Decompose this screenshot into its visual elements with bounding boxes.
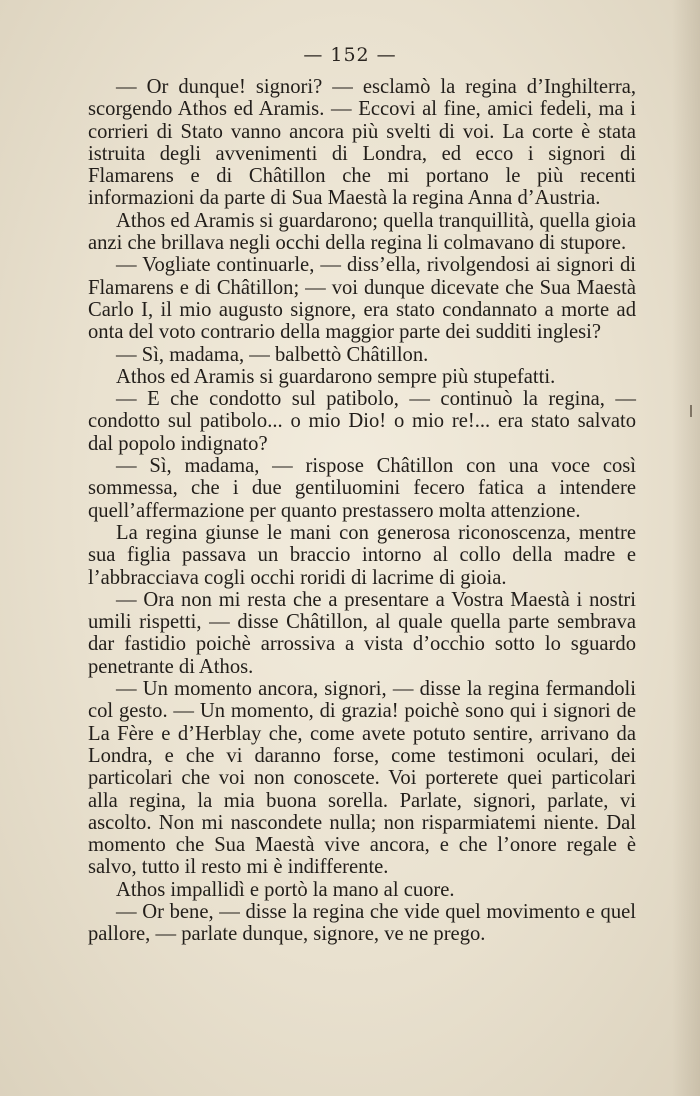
paragraph: Athos ed Aramis si guardarono; quella tranquillità, quella gioia anzi che brillava negli occhi della regina li colmavano di stupore. [88, 209, 636, 255]
paragraph: — Sì, madama, — rispose Châtillon con una voce così sommessa, che i due gentiluomini fecero fatica a intendere quell’affermazione per quanto prestassero molta attenzione. [88, 455, 636, 522]
paragraph: — Un momento ancora, signori, — disse la regina fermandoli col gesto. — Un momento, di grazia! poichè sono qui i signori de La Fère e d’Herblay che, come avete potuto sentire, arrivano da Londra, e che vi daranno forse, come testimoni oculari, dei particolari che voi non conoscete. Voi porterete quei particolari alla regina, la mia buona sorella. Parlate, signori, parlate, vi ascolto. Non mi nascondete nulla; non risparmiatemi niente. Dal momento che Sua Maestà vive ancora, e che l’onore regale è salvo, tutto il resto mi è indifferente. [88, 678, 636, 879]
edge-mark [690, 405, 692, 417]
page-number: — 152 — [303, 44, 397, 66]
page-edge-shadow [672, 0, 700, 1096]
paragraph: — Sì, madama, — balbettò Châtillon. [116, 343, 429, 366]
paragraph: — E che condotto sul patibolo, — continuò la regina, — condotto sul patibolo... o mio Dio! o mio re!... era stato salvato dal popolo indignato? [88, 388, 636, 455]
paragraph: — Or bene, — disse la regina che vide quel movimento e quel pallore, — parlate dunque, signore, ve ne prego. [88, 900, 636, 946]
paragraph: — Ora non mi resta che a presentare a Vostra Maestà i nostri umili rispetti, — disse Châtillon, al quale quella parte sembrava dar fastidio poichè arrossiva a vista d’occhio sotto lo sguardo penetrante di Athos. [88, 588, 636, 678]
body-text [88, 76, 636, 946]
paragraph: La regina giunse le mani con generosa riconoscenza, mentre sua figlia passava un braccio intorno al collo della madre e l’abbracciava cogli occhi roridi di lacrime di gioia. [88, 521, 636, 589]
paragraph: — Or dunque! signori? — esclamò la regina d’Inghilterra, scorgendo Athos ed Aramis. — Eccovi al fine, amici fedeli, ma i corrieri di Stato vanno ancora più svelti di voi. La corte è stata istruita degli avvenimenti di Londra, ed ecco i signori di Flamarens e di Châtillon che mi portano le più recenti informazioni da parte di Sua Maestà la regina Anna d’Austria. [88, 76, 636, 210]
paragraph: Athos impallidì e portò la mano al cuore. [116, 878, 455, 901]
paragraph: — Vogliate continuarle, — diss’ella, rivolgendosi ai signori di Flamarens e di Châtillon; — voi dunque dicevate che Sua Maestà Carlo I, il mio augusto signore, era stato condannato a morte ad onta del voto contrario della maggior parte dei sudditi inglesi? [88, 254, 636, 344]
paragraph: Athos ed Aramis si guardarono sempre più stupefatti. [116, 365, 556, 388]
